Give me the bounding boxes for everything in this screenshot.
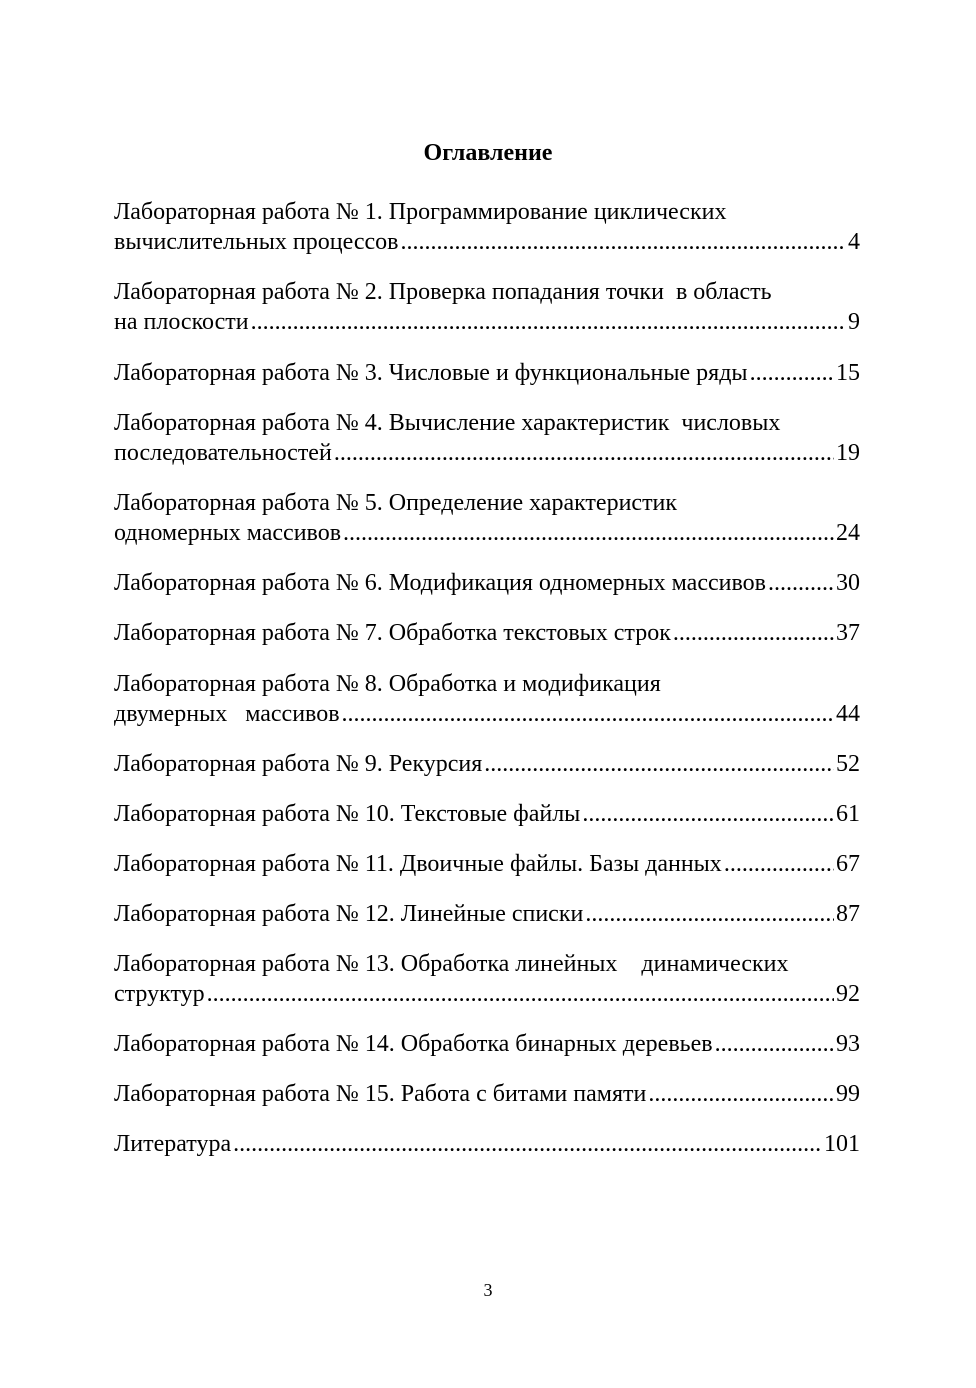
toc-page-number: 101 [824, 1131, 860, 1157]
toc-entry-title: Лабораторная работа № 11. Двоичные файлы. Базы данных [114, 851, 722, 877]
toc-entry-8[interactable] [114, 669, 860, 729]
toc-entry-14[interactable] [114, 1029, 860, 1059]
toc-page-number: 87 [836, 901, 860, 927]
toc-page-number: 52 [836, 751, 860, 777]
toc-entry-title-cont: последовательностей [114, 440, 332, 466]
toc-entry-5[interactable] [114, 488, 860, 548]
toc-page-number: 24 [836, 520, 860, 546]
dot-leader [673, 618, 834, 648]
dot-leader [648, 1079, 834, 1109]
toc-entry-literature[interactable] [114, 1129, 860, 1159]
toc-entry-title-cont: на плоскости [114, 309, 249, 335]
toc-page-number: 92 [836, 981, 860, 1007]
toc-entry-title: Лабораторная работа № 6. Модификация одномерных массивов [114, 570, 766, 596]
toc-entry-12[interactable] [114, 899, 860, 929]
toc-entry-title: Лабораторная работа № 1. Программирование циклических [114, 199, 727, 225]
dot-leader [715, 1029, 834, 1059]
dot-leader [750, 358, 834, 388]
toc-entry-title-cont: двумерных массивов [114, 701, 340, 727]
toc-page-number: 37 [836, 620, 860, 646]
toc-page-number: 19 [836, 440, 860, 466]
toc-entry-title: Лабораторная работа № 12. Линейные списки [114, 901, 584, 927]
toc-entry-title-cont: структур [114, 981, 205, 1007]
toc-entry-title: Лабораторная работа № 14. Обработка бинарных деревьев [114, 1031, 713, 1057]
toc-page-number: 30 [836, 570, 860, 596]
toc-entry-7[interactable] [114, 618, 860, 648]
dot-leader [585, 899, 834, 929]
toc-entry-title: Лабораторная работа № 15. Работа с битами памяти [114, 1081, 647, 1107]
toc-entry-title-cont: вычислительных процессов [114, 229, 399, 255]
toc-entry-title: Литература [114, 1131, 232, 1157]
toc-heading: Оглавление [423, 140, 553, 166]
toc-entry-title: Лабораторная работа № 2. Проверка попадания точки в область [114, 279, 772, 305]
dot-leader [724, 849, 834, 879]
dot-leader [343, 518, 834, 548]
toc-entry-title: Лабораторная работа № 3. Числовые и функциональные ряды [114, 360, 748, 386]
toc-entry-title: Лабораторная работа № 5. Определение характеристик [114, 490, 678, 516]
toc-entry-title: Лабораторная работа № 13. Обработка линейных динамических [114, 951, 789, 977]
toc-entry-1[interactable] [114, 197, 860, 257]
toc-page-number: 61 [836, 801, 860, 827]
toc-entry-title: Лабораторная работа № 9. Рекурсия [114, 751, 483, 777]
toc-page-number: 9 [848, 309, 860, 335]
dot-leader [251, 307, 846, 337]
toc-entry-9[interactable] [114, 749, 860, 779]
dot-leader [768, 568, 834, 598]
toc-entry-6[interactable] [114, 568, 860, 598]
toc-entry-title-cont: одномерных массивов [114, 520, 342, 546]
toc-page-number: 99 [836, 1081, 860, 1107]
toc-entry-10[interactable] [114, 799, 860, 829]
toc-entry-title: Лабораторная работа № 10. Текстовые файлы [114, 801, 581, 827]
toc-entry-15[interactable] [114, 1079, 860, 1109]
toc-page-number: 67 [836, 851, 860, 877]
toc-page-number: 93 [836, 1031, 860, 1057]
toc-entry-3[interactable] [114, 358, 860, 388]
page-number: 3 [483, 1280, 493, 1300]
toc-page-number: 44 [836, 701, 860, 727]
dot-leader [400, 227, 846, 257]
toc-entry-title: Лабораторная работа № 4. Вычисление характеристик числовых [114, 410, 781, 436]
toc-entry-4[interactable] [114, 408, 860, 468]
toc-entry-13[interactable] [114, 949, 860, 1009]
dot-leader [233, 1129, 822, 1159]
toc-entry-11[interactable] [114, 849, 860, 879]
dot-leader [342, 699, 834, 729]
toc-page-number: 15 [836, 360, 860, 386]
dot-leader [334, 438, 834, 468]
dot-leader [582, 799, 834, 829]
toc-page-number: 4 [848, 229, 860, 255]
toc-entry-title: Лабораторная работа № 8. Обработка и модификация [114, 671, 661, 697]
toc-entry-2[interactable] [114, 277, 860, 337]
toc-entry-title: Лабораторная работа № 7. Обработка текстовых строк [114, 620, 671, 646]
dot-leader [207, 979, 834, 1009]
dot-leader [484, 749, 834, 779]
